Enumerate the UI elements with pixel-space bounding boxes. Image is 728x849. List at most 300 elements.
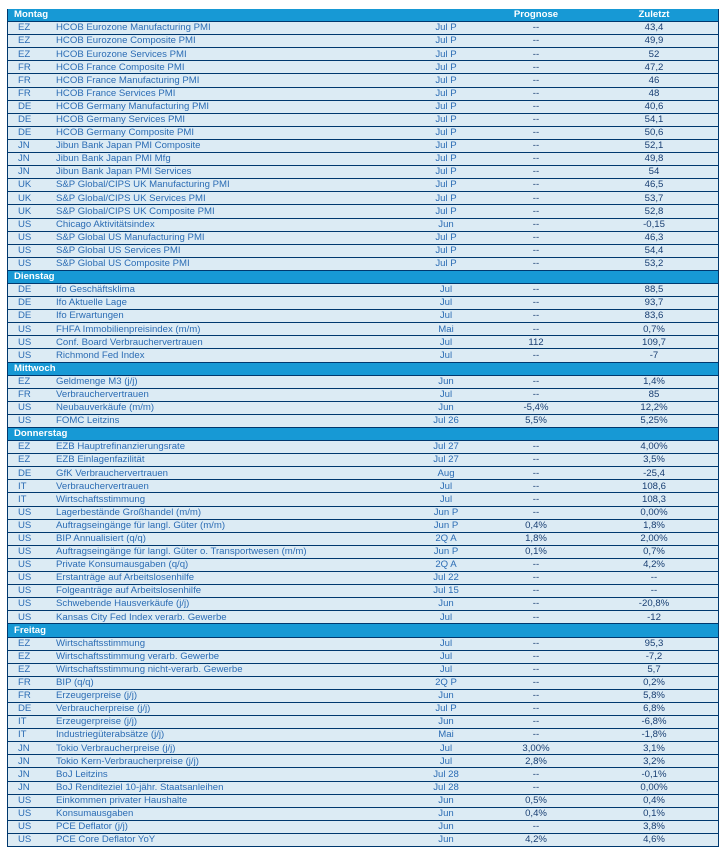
event-name: HCOB France Services PMI [56, 88, 176, 99]
table-row [8, 35, 718, 48]
event-date: Jun P [433, 507, 459, 518]
event-name: Neubauverkäufe (m/m) [56, 403, 155, 413]
event-date: Jul P [435, 180, 457, 191]
forecast-value: -- [532, 88, 540, 99]
event-date: Mai [438, 730, 454, 740]
country-code: FR [18, 88, 31, 99]
event-name: Chicago Aktivitätsindex [56, 219, 155, 230]
event-name: Einkommen privater Haushalte [56, 795, 188, 806]
last-value: -- [650, 573, 658, 583]
last-value: 2,00% [640, 534, 668, 544]
table-row [8, 598, 718, 611]
country-code: US [18, 337, 32, 348]
table-row [8, 297, 718, 310]
country-code: IT [18, 730, 27, 740]
event-date: Jul [439, 756, 453, 767]
last-value: 48 [648, 88, 660, 99]
event-date: Jul P [435, 49, 457, 60]
table-row [8, 795, 718, 808]
event-name: BoJ Leitzins [56, 769, 108, 780]
forecast-value: -- [532, 23, 540, 33]
table-row [8, 546, 718, 559]
event-date: Jul P [435, 88, 457, 99]
event-name: Erzeugerpreise (j/j) [56, 691, 138, 701]
event-name: BoJ Renditeziel 10-jähr. Staatsanleihen [56, 782, 224, 793]
forecast-value: -- [532, 311, 540, 321]
country-code: EZ [18, 664, 31, 675]
last-value: 54 [648, 167, 660, 177]
forecast-value: 0,1% [525, 547, 547, 557]
event-name: Auftragseingänge für langl. Güter o. Transportwesen (m/m) [56, 547, 307, 557]
event-date: 2Q P [435, 678, 457, 688]
last-value: -25,4 [643, 468, 665, 479]
table-row [8, 48, 718, 61]
event-name: S&P Global/CIPS UK Composite PMI [56, 206, 215, 217]
country-code: US [18, 350, 32, 361]
last-value: 85 [648, 389, 660, 400]
day-header-row [8, 624, 718, 637]
event-name: Geldmenge M3 (j/j) [56, 376, 138, 387]
event-name: Wirtschaftsstimmung verarb. Gewerbe [56, 651, 220, 662]
last-value: 54,4 [644, 245, 664, 256]
event-date: Jul P [435, 167, 457, 177]
event-name: Jibun Bank Japan PMI Services [56, 167, 192, 177]
last-value: 0,2% [643, 678, 665, 688]
forecast-value: -- [532, 638, 540, 649]
table-row [8, 572, 718, 585]
table-row [8, 585, 718, 598]
event-name: Wirtschaftsstimmung [56, 638, 146, 649]
event-date: Jul [439, 494, 453, 505]
event-date: Jul 27 [433, 442, 459, 452]
country-code: US [18, 560, 32, 570]
last-value: -20,8% [638, 599, 670, 610]
forecast-value: -- [532, 389, 540, 400]
table-row [8, 493, 718, 506]
event-name: PCE Deflator (j/j) [56, 822, 128, 832]
table-row [8, 755, 718, 768]
table-row [8, 389, 718, 402]
day-header-row [8, 428, 718, 441]
table-row [8, 638, 718, 651]
country-code: US [18, 835, 32, 845]
last-value: 49,8 [644, 154, 664, 164]
country-code: FR [18, 75, 31, 86]
country-code: US [18, 416, 32, 426]
last-value: 4,00% [640, 442, 668, 452]
day-header-row [8, 271, 718, 284]
country-code: IT [18, 717, 27, 727]
last-value: 1,8% [643, 520, 665, 531]
event-name: HCOB Germany Composite PMI [56, 128, 195, 138]
forecast-value: -- [532, 691, 540, 701]
day-label: Freitag [14, 624, 46, 636]
forecast-value: -- [532, 180, 540, 191]
last-value: 88,5 [644, 285, 664, 295]
country-code: US [18, 245, 32, 256]
forecast-value: -- [532, 167, 540, 177]
event-name: S&P Global US Services PMI [56, 245, 181, 256]
table-row [8, 821, 718, 834]
country-code: DE [18, 101, 32, 112]
forecast-value: -- [532, 101, 540, 112]
event-date: Jul P [435, 259, 457, 269]
forecast-value: -- [532, 678, 540, 688]
event-name: BIP (q/q) [56, 678, 94, 688]
event-name: Schwebende Hausverkäufe (j/j) [56, 599, 190, 610]
forecast-value: -- [532, 75, 540, 86]
last-value: 52 [648, 49, 660, 60]
forecast-value: -- [532, 115, 540, 125]
country-code: US [18, 573, 32, 583]
day-label: Donnerstag [14, 428, 68, 440]
forecast-value: -- [532, 62, 540, 73]
forecast-value: -- [532, 651, 540, 662]
event-date: Jul P [435, 62, 457, 73]
table-row [8, 232, 718, 245]
event-name: HCOB Germany Manufacturing PMI [56, 101, 210, 112]
event-date: Jul P [435, 245, 457, 256]
country-code: US [18, 259, 32, 269]
country-code: US [18, 547, 32, 557]
event-date: 2Q A [435, 560, 457, 570]
event-date: Jul [439, 664, 453, 675]
country-code: DE [18, 128, 32, 138]
event-name: BIP Annualisiert (q/q) [56, 534, 146, 544]
forecast-value: -- [532, 704, 540, 714]
forecast-value: -- [532, 206, 540, 217]
event-date: Jul [439, 638, 453, 649]
last-value: 3,5% [643, 455, 665, 466]
event-date: Jun [438, 219, 454, 230]
event-date: Jul P [435, 193, 457, 204]
last-value: 0,00% [640, 782, 668, 793]
forecast-value: 112 [528, 337, 544, 348]
event-date: Mai [438, 324, 454, 335]
country-code: DE [18, 311, 32, 321]
forecast-value: -- [532, 769, 540, 780]
event-date: Jul [439, 651, 453, 662]
table-row [8, 716, 718, 729]
country-code: FR [18, 678, 31, 688]
event-name: HCOB France Composite PMI [56, 62, 185, 73]
forecast-column-header: Prognose [513, 10, 559, 20]
table-row [8, 88, 718, 101]
event-name: FHFA Immobilienpreisindex (m/m) [56, 324, 201, 335]
forecast-value: -- [532, 717, 540, 727]
event-name: HCOB France Manufacturing PMI [56, 75, 200, 86]
event-date: Jun P [433, 547, 459, 557]
forecast-value: -- [532, 599, 540, 610]
last-value: 1,4% [643, 376, 665, 387]
last-value: 46 [648, 75, 660, 86]
country-code: JN [18, 743, 30, 754]
table-row [8, 533, 718, 546]
country-code: JN [18, 154, 30, 164]
table-row [8, 140, 718, 153]
event-name: S&P Global US Composite PMI [56, 259, 190, 269]
event-date: Jul 15 [433, 586, 459, 596]
country-code: US [18, 324, 32, 335]
forecast-value: 5,5% [525, 416, 547, 426]
last-value: 0,00% [640, 507, 668, 518]
country-code: US [18, 822, 32, 832]
country-code: JN [18, 782, 30, 793]
event-date: Jul P [435, 75, 457, 86]
event-name: Tokio Kern-Verbraucherpreise (j/j) [56, 756, 199, 767]
day-header-row [8, 363, 718, 376]
country-code: EZ [18, 49, 31, 60]
last-value: 83,6 [644, 311, 664, 321]
event-name: FOMC Leitzins [56, 416, 120, 426]
table-row [8, 507, 718, 520]
event-name: S&P Global US Manufacturing PMI [56, 232, 205, 243]
event-name: Erstanträge auf Arbeitslosenhilfe [56, 573, 195, 583]
forecast-value: -- [532, 455, 540, 466]
forecast-value: -- [532, 128, 540, 138]
event-name: Verbrauchervertrauen [56, 389, 149, 400]
table-row [8, 245, 718, 258]
country-code: JN [18, 756, 30, 767]
last-value: 46,5 [644, 180, 664, 191]
event-date: Jul P [435, 128, 457, 138]
event-date: Jul P [435, 23, 457, 33]
forecast-value: -- [532, 822, 540, 832]
forecast-value: -- [532, 232, 540, 243]
country-code: FR [18, 691, 31, 701]
event-name: PCE Core Deflator YoY [56, 835, 156, 845]
event-date: Jul P [435, 101, 457, 112]
event-date: Jul P [435, 232, 457, 243]
event-date: Jun [438, 717, 454, 727]
last-value: -0,15 [643, 219, 665, 230]
country-code: US [18, 507, 32, 518]
day-label: Dienstag [14, 271, 55, 283]
country-code: UK [18, 206, 32, 217]
last-value: 6,8% [643, 704, 665, 714]
forecast-value: -- [532, 494, 540, 505]
forecast-value: -- [532, 36, 540, 47]
event-name: Ifo Erwartungen [56, 311, 124, 321]
forecast-value: -- [532, 245, 540, 256]
forecast-value: -- [532, 507, 540, 518]
country-code: FR [18, 389, 31, 400]
table-row [8, 441, 718, 454]
table-row [8, 415, 718, 428]
forecast-value: 2,8% [525, 756, 547, 767]
forecast-value: 4,2% [525, 835, 547, 845]
last-value: -6,8% [641, 717, 667, 727]
last-value: 50,6 [644, 128, 664, 138]
forecast-value: 0,5% [525, 795, 547, 806]
event-name: S&P Global/CIPS UK Services PMI [56, 193, 206, 204]
table-row [8, 782, 718, 795]
event-date: Jun [438, 599, 454, 610]
day-label: Montag [14, 9, 49, 21]
last-value: 5,8% [643, 691, 665, 701]
table-row [8, 742, 718, 755]
event-date: Jul P [435, 141, 457, 151]
last-value: 3,1% [643, 743, 665, 754]
event-date: Jul [439, 285, 453, 295]
event-date: Jul P [435, 36, 457, 47]
event-name: Ifo Aktuelle Lage [56, 298, 127, 308]
event-name: Private Konsumausgaben (q/q) [56, 560, 189, 570]
event-date: Jul [439, 743, 453, 754]
forecast-value: -- [532, 468, 540, 479]
last-value: 53,7 [644, 193, 664, 204]
event-date: Jun [438, 691, 454, 701]
table-row [8, 74, 718, 87]
event-name: Lagerbestände Großhandel (m/m) [56, 507, 202, 518]
country-code: EZ [18, 36, 31, 47]
forecast-value: 0,4% [525, 520, 547, 531]
country-code: DE [18, 115, 32, 125]
forecast-value: -- [532, 298, 540, 308]
event-name: EZB Einlagenfazilität [56, 455, 145, 466]
event-date: Jun [438, 808, 454, 819]
table-row [8, 520, 718, 533]
country-code: DE [18, 285, 32, 295]
country-code: EZ [18, 651, 31, 662]
table-row [8, 153, 718, 166]
event-date: Jul [439, 389, 453, 400]
event-name: Konsumausgaben [56, 808, 134, 819]
last-value: 108,3 [641, 494, 666, 505]
country-code: EZ [18, 638, 31, 649]
forecast-value: -- [532, 350, 540, 361]
event-date: Jul [439, 311, 453, 321]
table-row [8, 768, 718, 781]
event-name: Folgeanträge auf Arbeitslosenhilfe [56, 586, 202, 596]
forecast-value: -- [532, 154, 540, 164]
last-value: -0,1% [641, 769, 667, 780]
last-value: 46,3 [644, 232, 664, 243]
table-row [8, 323, 718, 336]
country-code: EZ [18, 455, 31, 466]
table-row [8, 467, 718, 480]
country-code: US [18, 808, 32, 819]
event-date: Jul [439, 350, 453, 361]
event-date: Jul 28 [433, 769, 459, 780]
event-date: Jun [438, 795, 454, 806]
table-row [8, 219, 718, 232]
event-name: Industriegüterabsätze (j/j) [56, 730, 165, 740]
country-code: DE [18, 298, 32, 308]
table-row [8, 703, 718, 716]
table-row [8, 166, 718, 179]
table-row [8, 729, 718, 742]
event-date: Jul [439, 298, 453, 308]
event-date: Jul [439, 612, 453, 623]
last-value: 52,1 [644, 141, 664, 151]
country-code: UK [18, 193, 32, 204]
event-date: Jun [438, 835, 454, 845]
event-name: Verbrauchervertrauen [56, 481, 149, 492]
country-code: EZ [18, 23, 31, 33]
day-label: Mittwoch [14, 362, 56, 374]
last-value: -7 [649, 350, 659, 361]
event-name: GfK Verbrauchervertrauen [56, 468, 168, 479]
forecast-value: -- [532, 259, 540, 269]
forecast-value: 0,4% [525, 808, 547, 819]
table-row [8, 192, 718, 205]
event-name: Wirtschaftsstimmung nicht-verarb. Gewerbe [56, 664, 243, 675]
country-code: IT [18, 481, 27, 492]
event-name: Auftragseingänge für langl. Güter (m/m) [56, 520, 226, 531]
table-row [8, 651, 718, 664]
event-name: Erzeugerpreise (j/j) [56, 717, 138, 727]
table-row [8, 310, 718, 323]
event-date: Jul 27 [433, 455, 459, 466]
event-date: Jun P [433, 520, 459, 531]
table-row [8, 349, 718, 362]
forecast-value: -- [532, 481, 540, 492]
last-value: -12 [647, 612, 661, 623]
country-code: JN [18, 141, 30, 151]
country-code: DE [18, 704, 32, 714]
event-name: Ifo Geschäftsklima [56, 285, 135, 295]
economic-calendar-table [7, 9, 719, 847]
table-row [8, 611, 718, 624]
forecast-value: -- [532, 285, 540, 295]
last-value: 95,3 [644, 638, 664, 649]
event-date: Jun [438, 376, 454, 387]
last-value: 5,25% [640, 416, 668, 426]
forecast-value: -- [532, 193, 540, 204]
event-date: Jun [438, 403, 454, 413]
last-value: 0,4% [643, 795, 665, 806]
forecast-value: -- [532, 664, 540, 675]
last-value: 5,7 [647, 664, 661, 675]
last-value: 4,6% [643, 835, 665, 845]
last-value: 40,6 [644, 101, 664, 112]
country-code: US [18, 232, 32, 243]
table-row [8, 690, 718, 703]
last-value: 3,2% [643, 756, 665, 767]
table-row [8, 179, 718, 192]
event-name: S&P Global/CIPS UK Manufacturing PMI [56, 180, 230, 191]
event-name: Conf. Board Verbrauchervertrauen [56, 337, 203, 348]
event-date: Jul P [435, 154, 457, 164]
country-code: US [18, 520, 32, 531]
event-date: 2Q A [435, 534, 457, 544]
event-name: Richmond Fed Index [56, 350, 145, 361]
forecast-value: 1,8% [525, 534, 547, 544]
forecast-value: -- [532, 573, 540, 583]
country-code: DE [18, 468, 32, 479]
country-code: JN [18, 167, 30, 177]
forecast-value: -- [532, 324, 540, 335]
event-name: HCOB Eurozone Services PMI [56, 49, 187, 60]
table-row [8, 205, 718, 218]
last-value: 53,2 [644, 259, 664, 269]
table-row [8, 114, 718, 127]
forecast-value: -- [532, 49, 540, 60]
event-name: Jibun Bank Japan PMI Composite [56, 141, 201, 151]
day-header-row [8, 9, 718, 22]
forecast-value: -- [532, 560, 540, 570]
last-value: 12,2% [640, 403, 668, 413]
country-code: EZ [18, 376, 31, 387]
forecast-value: -- [532, 782, 540, 793]
last-value: 0,7% [643, 324, 665, 335]
table-row [8, 22, 718, 35]
last-value: -- [650, 586, 658, 596]
event-name: HCOB Eurozone Manufacturing PMI [56, 23, 211, 33]
forecast-value: -- [532, 376, 540, 387]
last-value: -7,2 [645, 651, 663, 662]
